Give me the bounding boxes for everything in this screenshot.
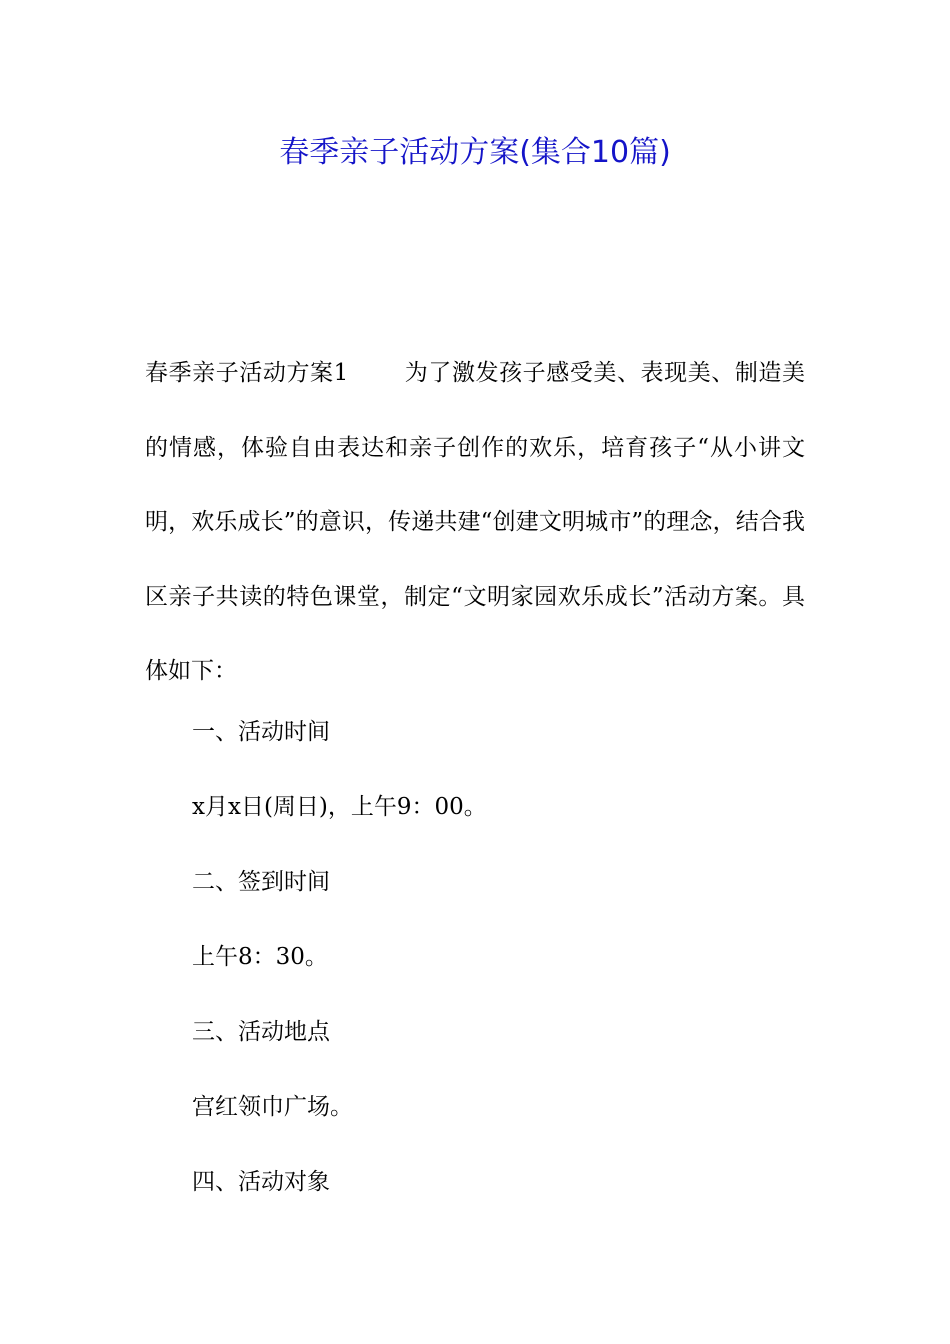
intro-paragraph	[145, 336, 805, 709]
section-heading-activity-location: 三、活动地点	[192, 1019, 330, 1045]
section-heading-activity-time: 一、活动时间	[192, 719, 330, 745]
document-title: 春季亲子活动方案(集合10篇)	[279, 135, 671, 170]
section-heading-plan-1: 春季亲子活动方案1	[145, 360, 349, 386]
sign-in-time-value: 上午8：30。	[192, 944, 328, 970]
section-heading-activity-target: 四、活动对象	[192, 1169, 330, 1195]
activity-location-value: 宫红领巾广场。	[192, 1094, 353, 1120]
intro-body-text: 为了激发孩子感受美、表现美、制造美的情感，体验自由表达和亲子创作的欢乐，培育孩子“从小讲文明，欢乐成长”的意识，传递共建“创建文明城市”的理念，结合我区亲子共读的特色课堂，制定“文明家园欢乐成长”活动方案。具体如下：	[145, 360, 805, 684]
activity-time-value: x月x日(周日)，上午9：00。	[192, 794, 487, 820]
section-heading-sign-in-time: 二、签到时间	[192, 869, 330, 895]
